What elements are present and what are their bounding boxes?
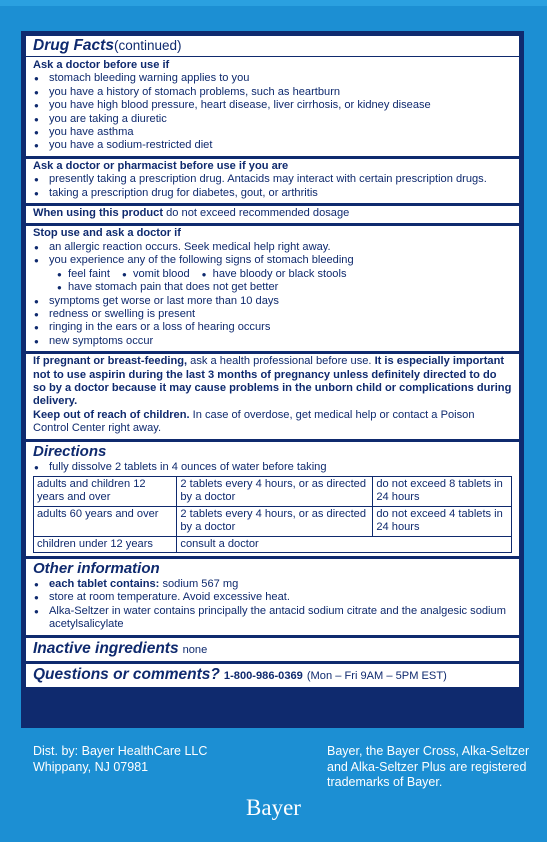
bayer-logo-text: Bayer xyxy=(246,795,301,820)
ask-doctor-list xyxy=(33,72,512,152)
directions-table xyxy=(33,476,512,553)
list-item: ● you are taking a diuretic xyxy=(33,113,512,126)
inactive-section xyxy=(26,638,519,661)
questions-heading: Questions or comments? xyxy=(33,665,220,683)
distributor-address: Whippany, NJ 07981 xyxy=(33,759,149,774)
keep-out-bold: Keep out of reach of children. xyxy=(33,408,190,421)
list-item: ● store at room temperature. Avoid excessive heat. xyxy=(33,591,512,604)
list-item: ● you have asthma xyxy=(33,126,512,139)
pregnancy-warning xyxy=(33,355,512,409)
list-item: ● you have a sodium-restricted diet xyxy=(33,139,512,152)
other-info-section xyxy=(26,559,519,635)
directions-heading: Directions xyxy=(33,442,107,460)
when-using-heading: When using this product xyxy=(33,207,164,220)
ask-pharmacist-section xyxy=(26,159,519,203)
table-cell: consult a doctor xyxy=(177,536,512,552)
list-item: ● Alka-Seltzer in water contains principally the antacid sodium citrate and the analgesic sodium acetylsalicylate xyxy=(33,605,512,632)
bleeding-sign: ● feel faint xyxy=(57,268,110,281)
distributor-info xyxy=(33,744,207,775)
top-edge-strip xyxy=(0,0,547,6)
bleeding-sign: ● vomit blood xyxy=(122,268,190,281)
pregnancy-bold-end: It is especially important not to use aspirin during the last 3 months of pregnancy unless definitely directed to do so by a doctor because it may cause problems in the unborn child or complications during delivery. xyxy=(33,355,512,408)
stop-use-list-continued xyxy=(33,295,512,349)
list-item: ● an allergic reaction occurs. Seek medical help right away. xyxy=(33,241,512,254)
ask-pharmacist-list xyxy=(33,173,512,200)
trademark-line: trademarks of Bayer. xyxy=(327,775,443,789)
trademark-line: Bayer, the Bayer Cross, Alka-Seltzer xyxy=(327,744,530,758)
other-info-heading: Other information xyxy=(33,560,160,577)
when-using-text: do not exceed recommended dosage xyxy=(163,207,350,220)
table-row xyxy=(34,506,512,536)
ask-doctor-heading: Ask a doctor before use if xyxy=(33,59,170,71)
when-using-section xyxy=(26,206,519,223)
list-item: ● taking a prescription drug for diabetes, gout, or arthritis xyxy=(33,187,512,200)
bleeding-sign-extra-row xyxy=(33,281,512,294)
list-item: ● ringing in the ears or a loss of hearing occurs xyxy=(33,321,512,334)
directions-intro-list xyxy=(33,461,512,474)
table-row xyxy=(34,476,512,506)
table-cell: 2 tablets every 4 hours, or as directed by a doctor xyxy=(177,506,373,536)
list-item: ● stomach bleeding warning applies to you xyxy=(33,72,512,85)
table-cell: adults 60 years and over xyxy=(34,506,177,536)
distributor-line: Dist. by: Bayer HealthCare LLC xyxy=(33,744,208,758)
pregnancy-normal: ask a health professional before use. xyxy=(187,355,375,368)
ask-doctor-section xyxy=(26,36,519,156)
list-item: ● new symptoms occur xyxy=(33,335,512,348)
bleeding-sign: ● have stomach pain that does not get better xyxy=(57,281,278,293)
list-item: ● you have a history of stomach problems, such as heartburn xyxy=(33,86,512,99)
stop-use-section xyxy=(26,226,519,351)
pregnancy-section xyxy=(26,354,519,438)
list-item: ● you have high blood pressure, heart disease, liver cirrhosis, or kidney disease xyxy=(33,99,512,112)
drug-facts-title xyxy=(26,36,519,57)
trademark-info xyxy=(327,744,529,791)
table-cell: 2 tablets every 4 hours, or as directed by a doctor xyxy=(177,476,373,506)
drug-facts-title-text: Drug Facts xyxy=(33,37,114,54)
list-item: ● fully dissolve 2 tablets in 4 ounces of water before taking xyxy=(33,461,512,474)
directions-section xyxy=(26,442,519,556)
phone-number: 1-800-986-0369 xyxy=(223,669,303,682)
table-cell: adults and children 12 years and over xyxy=(34,476,177,506)
list-item: ● redness or swelling is present xyxy=(33,308,512,321)
tablet-contains-text: sodium 567 mg xyxy=(159,578,239,590)
bleeding-sign: ● have bloody or black stools xyxy=(202,268,347,281)
inactive-heading: Inactive ingredients xyxy=(33,639,179,657)
trademark-line: and Alka-Seltzer Plus are registered xyxy=(327,759,527,774)
keep-out-text: In case of overdose, get medical help or contact a Poison Control Center right away. xyxy=(33,408,475,435)
table-row xyxy=(34,536,512,552)
questions-section xyxy=(26,664,519,687)
list-item: ● symptoms get worse or last more than 10 days xyxy=(33,295,512,308)
list-item xyxy=(33,578,512,591)
tablet-contains-bold: each tablet contains: xyxy=(49,578,160,590)
list-item: ● you experience any of the following signs of stomach bleeding xyxy=(33,254,512,267)
table-cell: children under 12 years xyxy=(34,536,177,552)
drug-facts-panel xyxy=(21,31,524,728)
ask-pharmacist-heading: Ask a doctor or pharmacist before use if you are xyxy=(33,159,289,172)
pregnancy-bold-start: If pregnant or breast-feeding, xyxy=(33,355,188,368)
bleeding-signs-row xyxy=(33,268,512,281)
stop-use-heading: Stop use and ask a doctor if xyxy=(33,227,181,240)
continued-label: (continued) xyxy=(113,38,182,53)
list-item: ● presently taking a prescription drug. Antacids may interact with certain prescription drugs. xyxy=(33,173,512,186)
other-info-list xyxy=(33,578,512,632)
inactive-text: none xyxy=(182,643,208,656)
phone-hours: (Mon – Fri 9AM – 5PM EST) xyxy=(306,669,447,682)
table-cell: do not exceed 8 tablets in 24 hours xyxy=(373,476,512,506)
stop-use-list xyxy=(33,241,512,268)
keep-out-warning xyxy=(33,409,512,436)
table-cell: do not exceed 4 tablets in 24 hours xyxy=(373,506,512,536)
